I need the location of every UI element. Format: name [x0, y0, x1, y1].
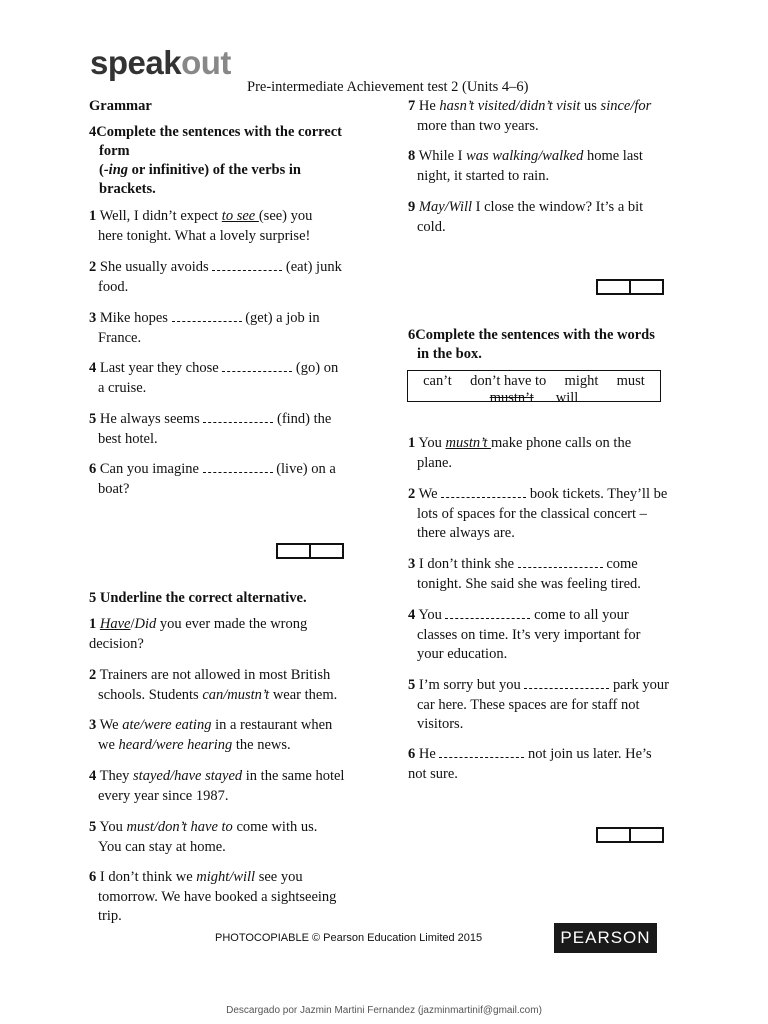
ex5-item-7: 7 He hasn’t visited/didn’t visit us since/for more than two years.	[408, 98, 652, 134]
ex5-item-3: 3 We ate/were eating in a restaurant when we heard/were hearing the news.	[89, 717, 333, 753]
ex5-item-5: 5 You must/don’t have to come with us. You can stay at home.	[89, 819, 318, 855]
ex6-item-4: 4 You come to all your classes on time. It’s very important for your education.	[408, 607, 641, 662]
answer-example: mustn’t	[445, 435, 492, 451]
ex5-item-2: 2 Trainers are not allowed in most British schools. Students can/mustn’t wear them.	[89, 667, 338, 703]
score-box-ex6[interactable]	[596, 827, 664, 843]
section-heading-grammar: Grammar	[89, 98, 152, 114]
ex5-item-6: 6 I don’t think we might/will see you tomorrow. We have booked a sightseeing trip.	[89, 869, 337, 924]
word-option: don’t have to	[470, 373, 547, 389]
word-option: must	[616, 373, 645, 389]
exercise-5-instructions: 5 Underline the correct alternative.	[89, 590, 307, 606]
answer-blank[interactable]	[212, 258, 282, 271]
answer-blank[interactable]	[172, 309, 242, 322]
answer-blank[interactable]	[222, 359, 292, 372]
answer-example: to see	[221, 208, 259, 224]
ex6-item-2: 2 We book tickets. They’ll be lots of spaces for the classical concert – there always are.	[408, 486, 668, 541]
ex5-item-8: 8 While I was walking/walked home last night, it started to rain.	[408, 148, 643, 184]
word-box	[407, 370, 661, 402]
answer-blank[interactable]	[524, 676, 609, 689]
download-notice: Descargado por Jazmin Martini Fernandez (jazminmartinif@gmail.com)	[226, 1005, 542, 1016]
pearson-logo: PEARSON	[554, 923, 657, 953]
ex5-item-9: 9 May/Will I close the window? It’s a bit cold.	[408, 199, 644, 235]
word-option: will	[555, 390, 579, 402]
ex4-item-5: 5 He always seems (find) the best hotel.	[89, 411, 332, 447]
ex4-item-6: 6 Can you imagine (live) on a boat?	[89, 461, 336, 497]
word-option: might	[564, 373, 599, 389]
ex6-item-5: 5 I’m sorry but you park your car here. These spaces are for staff not visitors.	[408, 677, 669, 732]
exercise-4-instructions: 4Complete the sentences with the correct form (-ing or infinitive) of the verbs in brackets.	[89, 124, 342, 197]
test-title: Pre-intermediate Achievement test 2 (Units 4–6)	[247, 79, 529, 95]
answer-blank[interactable]	[203, 460, 273, 473]
ex5-item-1: 1 Have/Did you ever made the wrong decision?	[89, 616, 308, 652]
ex4-item-1: 1 Well, I didn’t expect to see (see) you here tonight. What a lovely surprise!	[89, 208, 313, 244]
answer-blank[interactable]	[439, 745, 524, 758]
ex4-item-4: 4 Last year they chose (go) on a cruise.	[89, 360, 339, 396]
copyright-notice: PHOTOCOPIABLE © Pearson Education Limited 2015	[215, 932, 483, 944]
score-box-ex4[interactable]	[276, 543, 344, 559]
speakout-logo: speakout	[90, 44, 231, 81]
word-option: can’t	[423, 373, 452, 389]
answer-blank[interactable]	[445, 606, 530, 619]
ex6-item-6: 6 He not join us later. He’s not sure.	[408, 746, 652, 782]
answer-blank[interactable]	[518, 555, 603, 568]
word-option-used: mustn’t	[489, 390, 534, 402]
ex6-item-3: 3 I don’t think she come tonight. She said she was feeling tired.	[408, 556, 641, 592]
ex5-item-4: 4 They stayed/have stayed in the same hotel every year since 1987.	[89, 768, 345, 804]
ex4-item-2: 2 She usually avoids (eat) junk food.	[89, 259, 342, 295]
score-box-ex5[interactable]	[596, 279, 664, 295]
ex6-item-1: 1 You mustn’t make phone calls on the plane.	[408, 435, 632, 471]
exercise-6-instructions: 6Complete the sentences with the words in the box.	[408, 327, 655, 362]
answer-blank[interactable]	[441, 485, 526, 498]
ex4-item-3: 3 Mike hopes (get) a job in France.	[89, 310, 320, 346]
answer-blank[interactable]	[203, 410, 273, 423]
